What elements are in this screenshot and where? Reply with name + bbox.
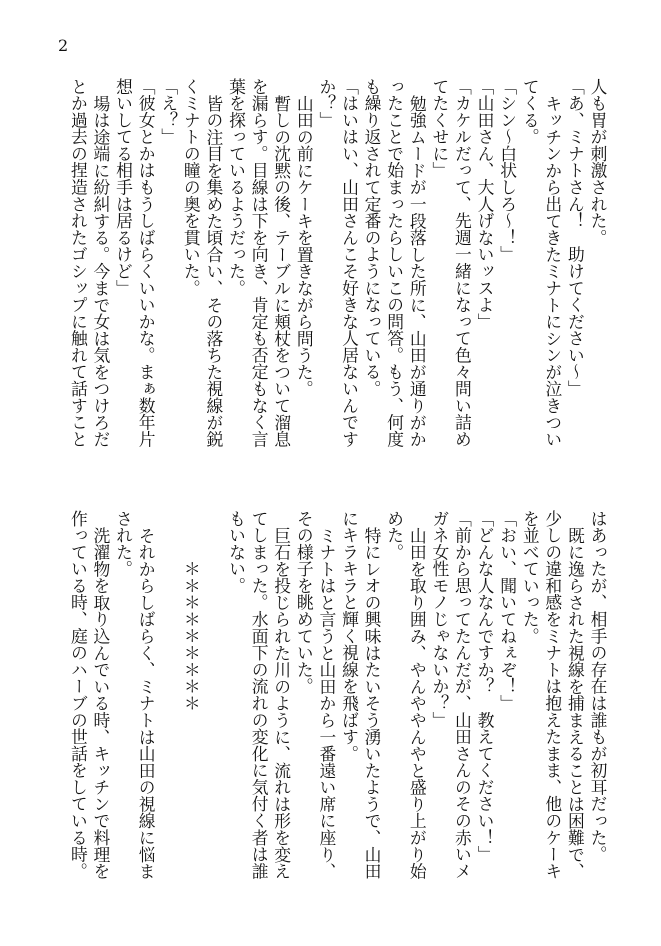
text-line: 特にレオの興味はたいそう湧いたようで、山田 xyxy=(362,526,383,880)
text-line: 場は途端に紛糾する。今まで女は気をつけろだ xyxy=(90,94,111,448)
text-line: キッチンから出てきたミナトにシンが泣きつい xyxy=(542,94,563,448)
text-line: 「山田さん、大人げないッスよ」 xyxy=(475,78,496,330)
text-line: てたくせに」 xyxy=(429,78,450,179)
text-line: てしまった。水面下の流れの変化に気付く者は誰 xyxy=(249,510,270,880)
text-line: ミナトはと言うと山田から一番遠い席に座り、 xyxy=(316,526,337,880)
text-line: を並べていった。 xyxy=(520,510,541,645)
text-line: 「え？」 xyxy=(158,78,179,146)
text-line: くミナトの瞳の奥を貫いた。 xyxy=(181,78,202,297)
text-line: 「おい、聞いてねぇぞ！」 xyxy=(497,510,518,712)
text-line: はあったが、相手の存在は誰もが初耳だった。 xyxy=(588,510,608,863)
text-line: 巨石を投じられた川のように、流れは形を変え xyxy=(271,526,292,880)
page-number: 2 xyxy=(58,36,69,55)
text-line: 「シン～白状しろ～！」 xyxy=(497,78,518,263)
text-line: 「カケルだって、先週一緒になって色々問い詰め xyxy=(452,78,473,448)
text-line: にキラキラと輝く視線を飛ばす。 xyxy=(339,510,360,762)
text-line: か？」 xyxy=(316,78,337,129)
text-line: ガネ女性モノじゃないか？」 xyxy=(429,510,450,729)
text-line: 皆の注目を集めた頃合い、その落ちた視線が鋭 xyxy=(203,94,224,448)
text-line: 「彼女とかはもうしばらくいいかな。まぁ数年片 xyxy=(136,78,157,448)
text-line: てくる。 xyxy=(520,78,541,146)
text-line: それからしばらく、ミナトは山田の視線に悩ま xyxy=(136,526,157,880)
text-line: 「どんな人なんですか？ 教えてください！」 xyxy=(475,510,496,863)
text-line: 山田の前にケーキを置きながら問うた。 xyxy=(294,94,315,398)
text-line: もいない。 xyxy=(226,510,247,594)
text-line: 既に逸らされた視線を捕まえることは困難で、 xyxy=(565,526,586,880)
text-line xyxy=(202,510,225,906)
text-line: ったことで始まったらしいこの問答。もう、何度 xyxy=(384,78,405,448)
upper-text-column xyxy=(52,78,609,474)
text-line: 「はいはい、山田さんこそ好きな人居ないんです xyxy=(339,78,360,448)
text-line: 人も胃が刺激された。 xyxy=(588,78,608,246)
lower-text-column xyxy=(52,510,609,906)
text-line: ＊＊＊＊＊＊＊＊＊ xyxy=(181,510,202,712)
text-line: 少しの違和感をミナトは抱えたまま、他のケーキ xyxy=(542,510,563,880)
text-line: 想いしてる相手は居るけど」 xyxy=(113,78,134,297)
text-line: 山田を取り囲み、やんややんやと盛り上がり始 xyxy=(407,526,428,880)
text-line: 作っている時、庭のハーブの世話をしている時。 xyxy=(68,510,89,880)
text-line: を漏らす。目線は下を向き、肯定も否定もなく言 xyxy=(249,78,270,448)
text-line: 「あ、ミナトさん！ 助けてください～」 xyxy=(565,78,586,398)
text-line: も繰り返されて定番のようになっている。 xyxy=(362,78,383,398)
text-line: 洗濯物を取り込んでいる時、キッチンで料理を xyxy=(90,526,111,880)
text-line: 「前から思ってたんだが、山田さんのその赤いメ xyxy=(452,510,473,880)
text-line xyxy=(157,510,180,906)
text-line: その様子を眺めていた。 xyxy=(294,510,315,695)
text-line: 葉を探っているようだった。 xyxy=(226,78,247,297)
text-line: された。 xyxy=(113,510,134,578)
text-line: 暫しの沈黙の後、テーブルに頬杖をついて溜息 xyxy=(271,94,292,448)
text-line: めた。 xyxy=(384,510,405,561)
text-line: とか過去の捏造されたゴシップに触れて話すこと xyxy=(68,78,89,448)
text-line: 勉強ムードが一段落した所に、山田が通りがか xyxy=(407,94,428,448)
